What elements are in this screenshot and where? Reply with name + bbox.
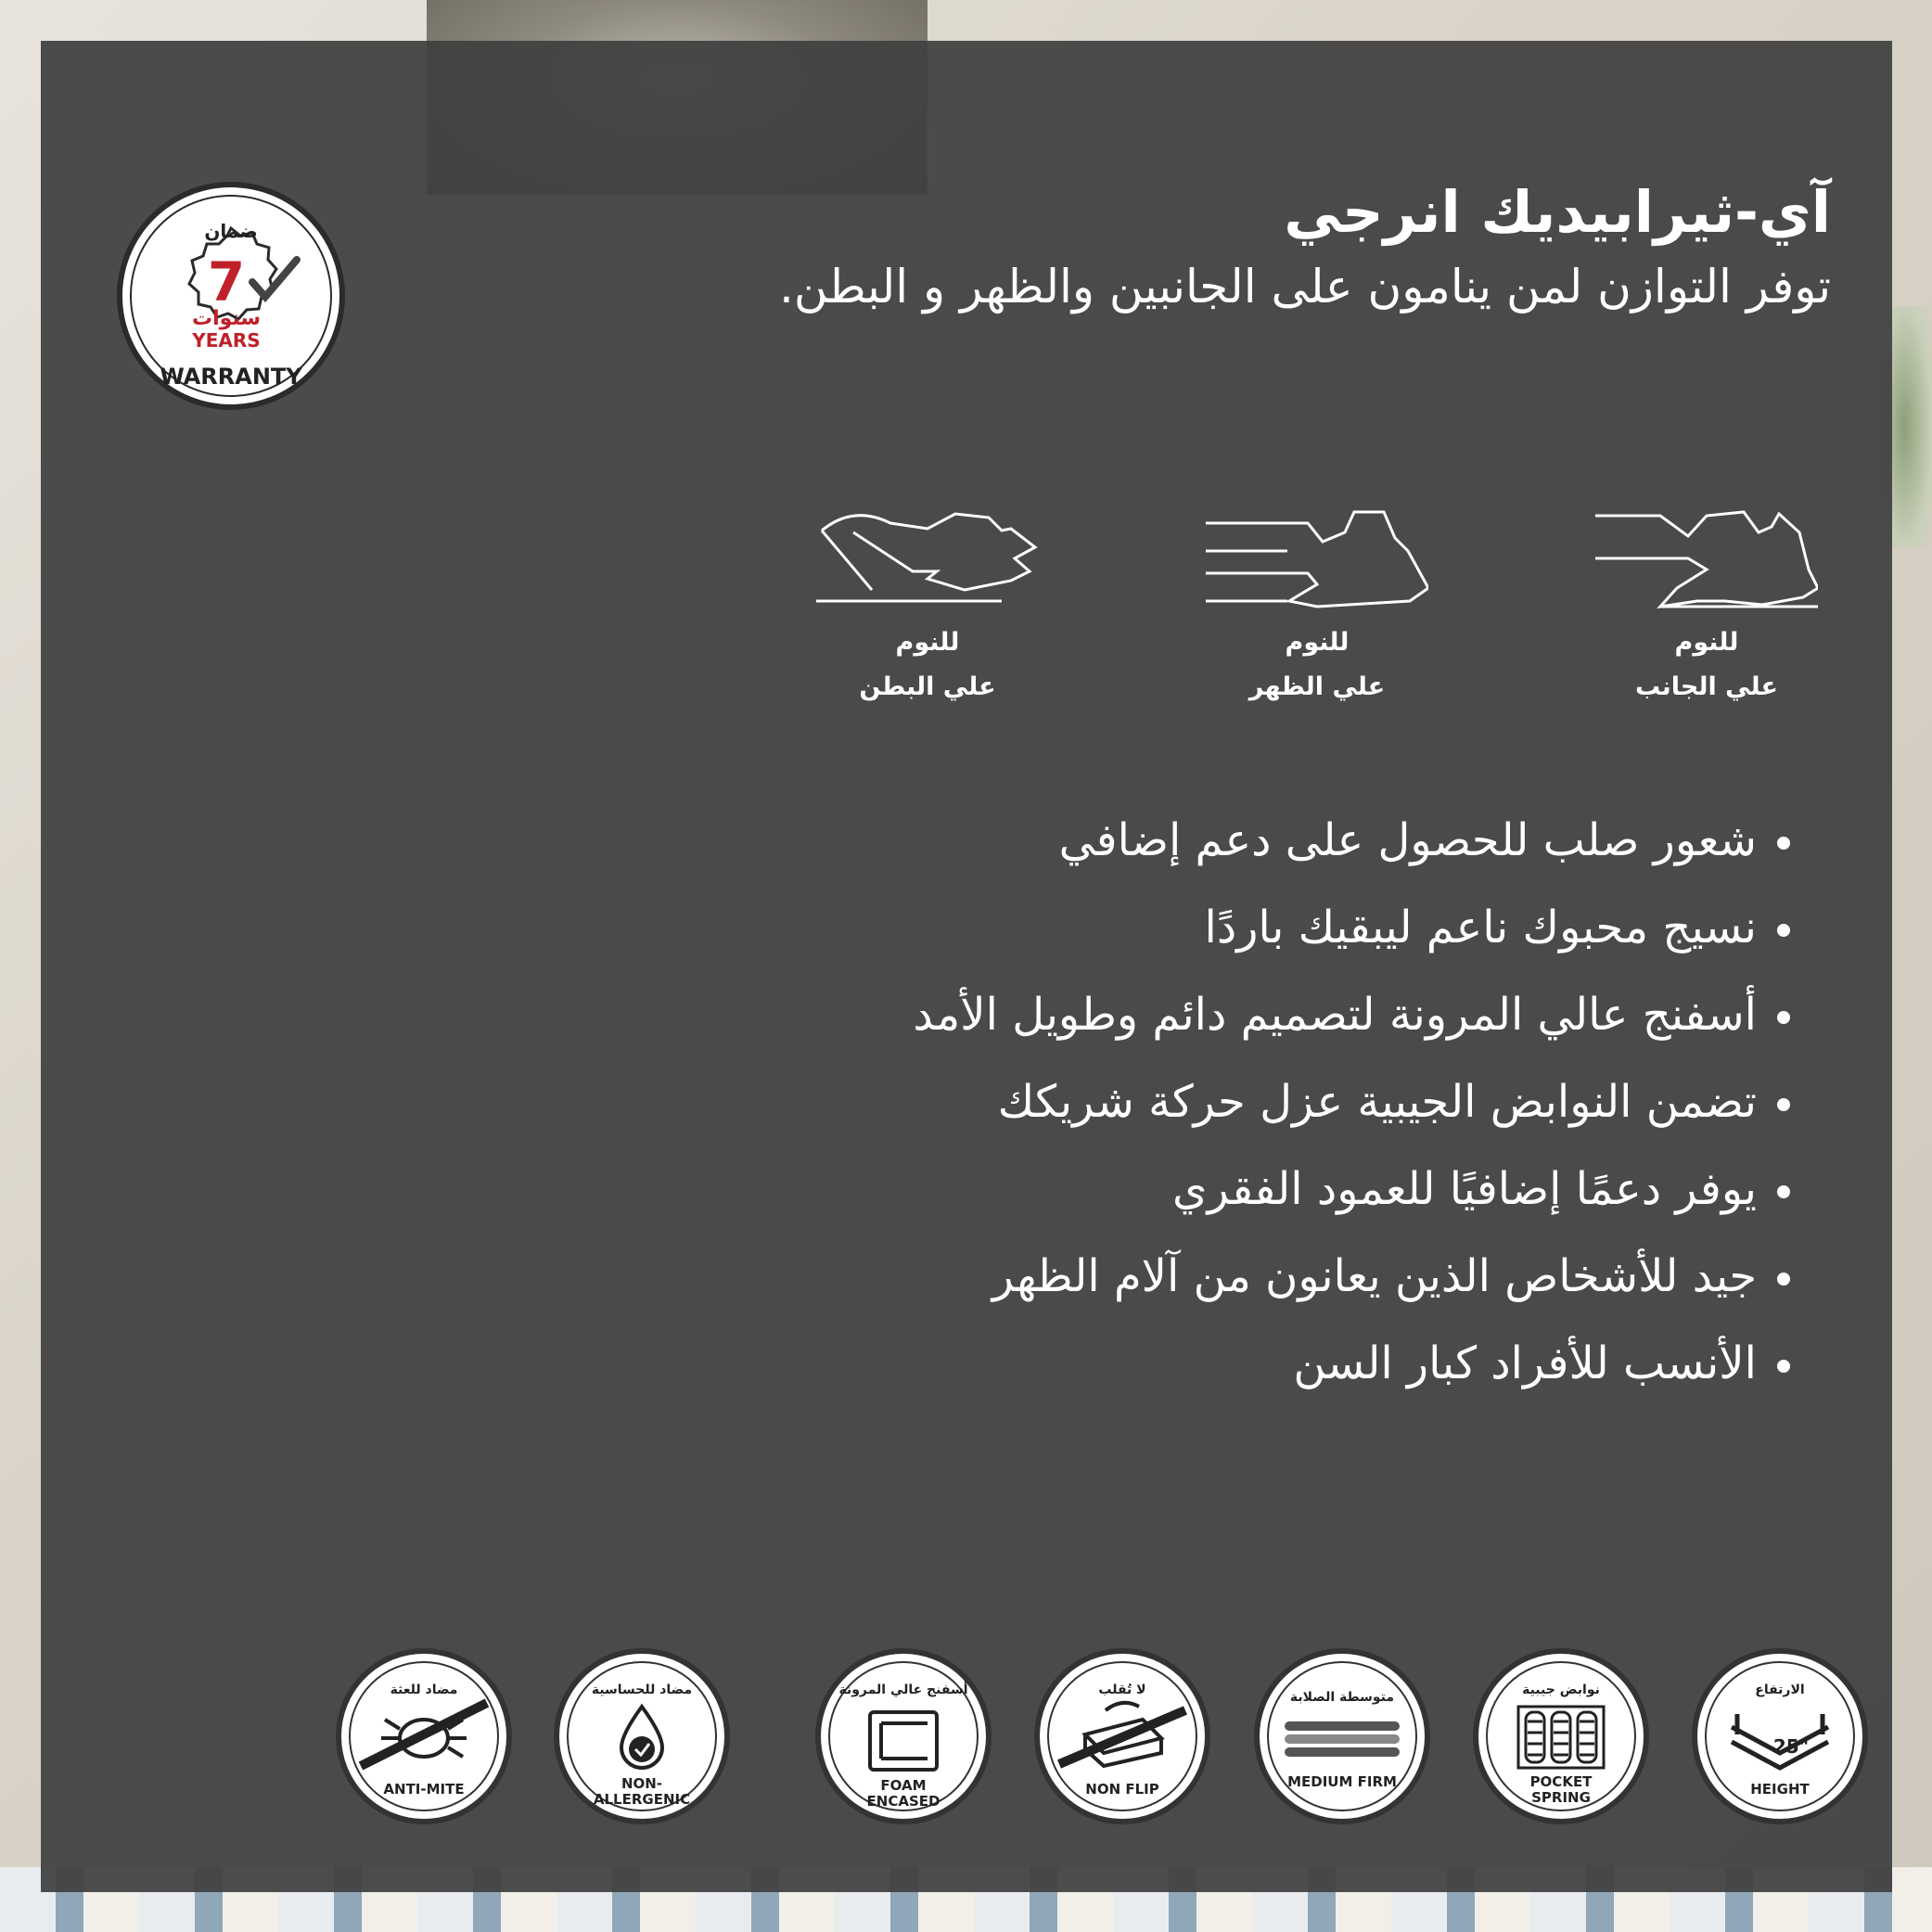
feature-item [492,1058,1790,1145]
sleep-position-stomach [798,505,1057,746]
warranty-seal [115,180,347,412]
warranty-number: 7 [207,250,246,313]
feature-list [492,797,1790,1407]
medium-firm-icon [1285,1721,1400,1757]
warranty-years-ar: سنوات [191,307,262,330]
stomach-sleeper-icon [816,505,1039,616]
bullet-icon [1777,837,1790,850]
feature-text: الأنسب للأفراد كبار السن [1293,1337,1757,1389]
badge-en-label-2: SPRING [1531,1789,1591,1806]
badge-anti-mite [333,1645,515,1827]
sleep-label-line2: علي الجانب [1635,672,1778,701]
bullet-icon [1777,1360,1790,1373]
feature-text: يوفر دعمًا إضافيًا للعمود الفقري [1172,1163,1757,1215]
badge-ar-label: متوسطة الصلابة [1289,1690,1395,1705]
badge-ar-label: أسفنج عالي المرونة [838,1683,968,1697]
badge-ar-label: لا تُقلب [1098,1683,1146,1697]
bullet-icon [1777,1273,1790,1286]
badge-height [1689,1645,1871,1827]
badge-ar-label: نوابض جيبية [1522,1683,1600,1697]
badge-ar-label: مضاد للعثة [390,1683,458,1697]
sleep-label-line2: علي الظهر [1248,672,1386,701]
badge-foam-encased [812,1645,994,1827]
badge-en-label-2: ENCASED [866,1793,940,1810]
badge-en-label: MEDIUM FIRM [1287,1773,1397,1790]
sleep-label-line1: للنوم [1285,628,1350,657]
product-title: آي-ثيرابيديك انرجي [1284,178,1831,246]
badge-en-label: FOAM [880,1777,927,1794]
feature-item [492,1145,1790,1233]
feature-text: شعور صلب للحصول على دعم إضافي [1058,814,1757,866]
feature-item [492,1233,1790,1320]
feature-item [492,1320,1790,1407]
side-sleeper-icon [1595,505,1818,616]
warranty-bottom-label: WARRANTY [160,364,302,390]
badge-en-label: NON- [621,1775,663,1792]
badge-non-allergenic [551,1645,733,1827]
badge-en-label: ANTI-MITE [383,1781,465,1798]
bullet-icon [1777,1011,1790,1024]
sleep-label-line2: علي البطن [859,672,996,701]
sleep-position-back [1187,505,1447,746]
bullet-icon [1777,1098,1790,1111]
bullet-icon [1777,924,1790,937]
sleep-label-line1: للنوم [895,628,960,657]
badge-en-label: NON FLIP [1085,1781,1159,1798]
content [41,41,1892,1892]
badge-en-label-2: ALLERGENIC [593,1791,691,1808]
product-subtitle: توفر التوازن لمن ينامون على الجانبين والظهر و البطن. [778,260,1831,313]
sleep-label-line1: للنوم [1674,628,1739,657]
height-value: 25" [1772,1735,1810,1758]
feature-text: تضمن النوابض الجيبية عزل حركة شريكك [997,1076,1757,1128]
badge-non-flip [1031,1645,1213,1827]
badge-medium-firm [1251,1645,1433,1827]
feature-item [492,797,1790,884]
warranty-years-en: YEARS [192,329,261,352]
feature-text: نسيج محبوك ناعم ليبقيك باردًا [1204,902,1757,953]
bullet-icon [1777,1185,1790,1198]
back-sleeper-icon [1206,505,1428,616]
badge-ar-label: مضاد للحساسية [591,1683,693,1697]
feature-text: أسفنج عالي المرونة لتصميم دائم وطويل الأمد [913,989,1757,1041]
badge-en-label: POCKET [1529,1773,1593,1790]
badge-ar-label: الارتفاع [1755,1683,1805,1697]
feature-text: جيد للأشخاص الذين يعانون من آلام الظهر [992,1250,1757,1302]
feature-item [492,884,1790,971]
feature-item [492,971,1790,1058]
warranty-top-label: ضمان [204,220,258,242]
badge-en-label: HEIGHT [1750,1781,1810,1798]
badge-pocket-spring [1470,1645,1652,1827]
sleep-position-side [1577,505,1836,746]
